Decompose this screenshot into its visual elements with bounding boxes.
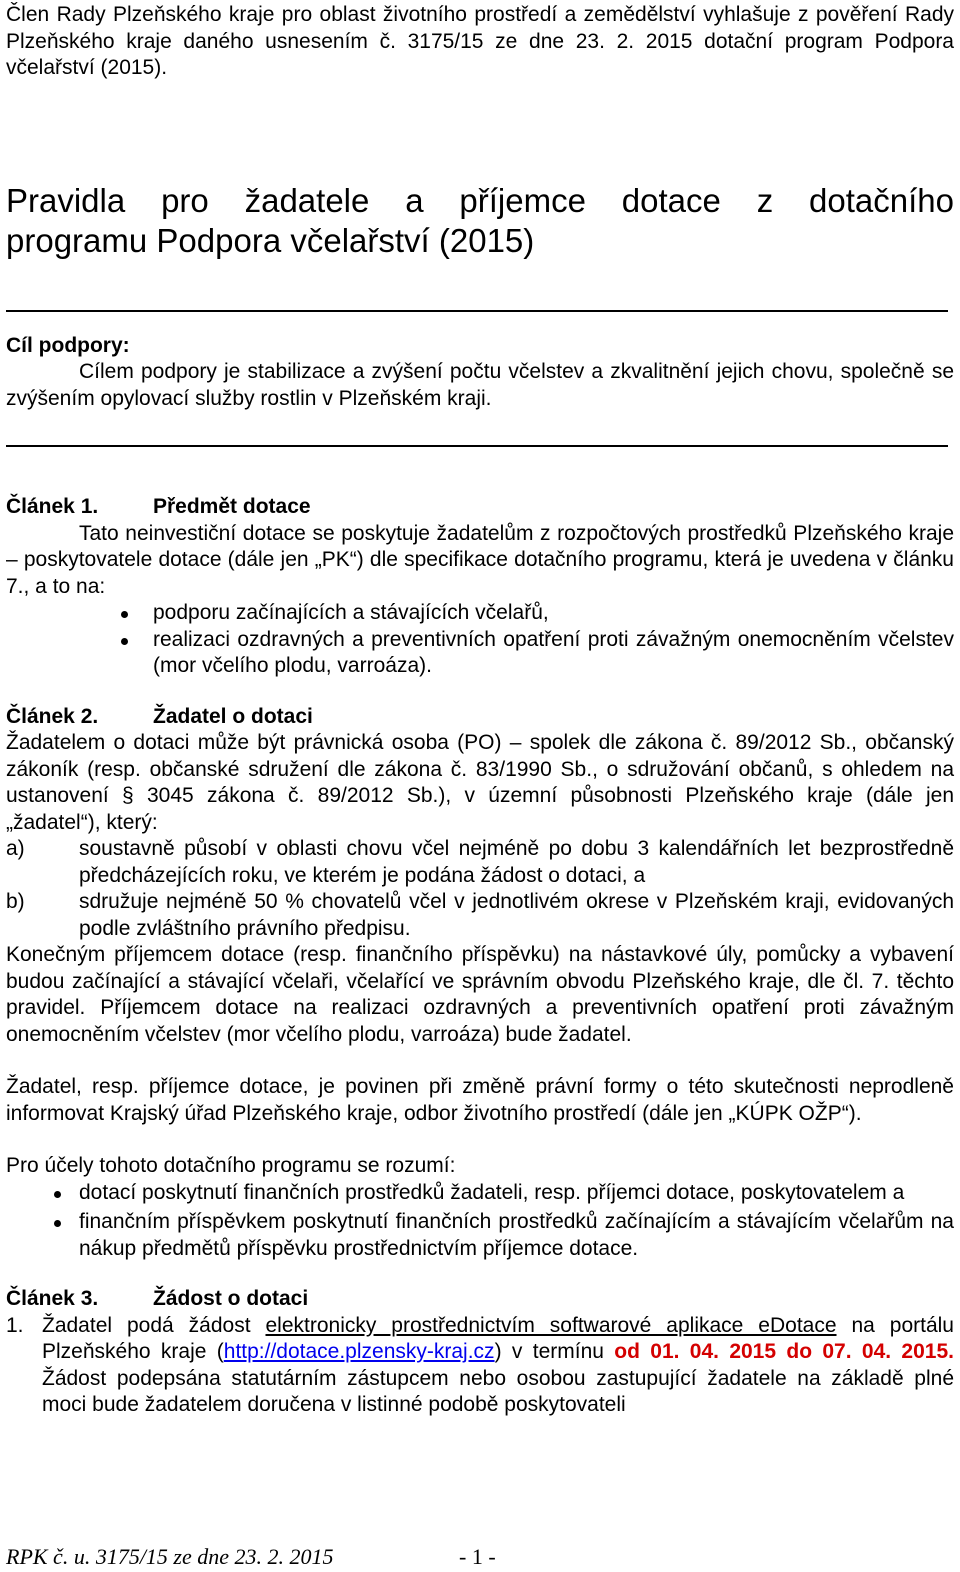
title-line-1: Pravidla pro žadatele a příjemce dotace z dotačního <box>6 181 954 219</box>
list-item <box>6 836 954 889</box>
text-run: Žádost podepsána statutárním zástupcem nebo osobou zastupující žadatele na základě plné moci bude žadatelem doručena v listinné podobě poskytovateli <box>42 1366 954 1416</box>
article-2-text: Žadatelem o dotaci může být právnická osoba (PO) – spolek dle zákona č. 89/2012 Sb., občanský zákoník (resp. občanské sdružení dle zákona č. 83/1990 Sb., o sdružování občanů, s ohledem na ustanovení § 3045 zákona č. 89/2012 Sb.), v územní působnosti Plzeňského kraje (dále jen „žadatel“), který: <box>6 731 954 834</box>
title-line-2: programu Podpora včelařství (2015) <box>6 221 535 259</box>
item-marker: 1. <box>6 1313 24 1337</box>
article-1-bullet-list <box>6 600 954 680</box>
text-run: ) v termínu <box>494 1340 615 1363</box>
article-2-heading <box>6 704 954 731</box>
list-item: podporu začínajících a stávajících včelařů, <box>153 600 954 627</box>
article-1-title: Předmět dotace <box>153 495 311 518</box>
article-3-number: Článek 3. <box>6 1287 99 1310</box>
article-2-recipient-paragraph: Konečným příjemcem dotace (resp. finančního příspěvku) na nástavkové úly, pomůcky a vybavení budou začínající a stávající včelaři, včelařící ve správním obvodu Plzeňského kraje, dle čl. 7. těchto pravidel. Příjemcem dotace na realizaci ozdravných a preventivních opatření proti závažným onemocněním včelstev (mor včelího plodu, varroáza) bude žadatel. <box>6 943 954 1046</box>
page-footer <box>6 1544 496 1570</box>
intro-paragraph: Člen Rady Plzeňského kraje pro oblast životního prostředí a zemědělství vyhlašuje z pověření Rady Plzeňského kraje daného usnesením č. 3175/15 ze dne 23. 2. 2015 dotační program Podpora včelařství (2015). <box>6 3 954 79</box>
list-item: realizaci ozdravných a preventivních opatření proti závažným onemocněním včelstev (mor včelího plodu, varroáza). <box>153 627 954 680</box>
list-item <box>6 889 954 942</box>
divider-bottom <box>6 445 948 447</box>
article-3-title: Žádost o dotaci <box>153 1287 309 1310</box>
list-item: dotací poskytnutí finančních prostředků žadateli, resp. příjemci dotace, poskytovatelem a <box>79 1180 954 1207</box>
article-2-obligation-paragraph: Žadatel, resp. příjemce dotace, je povinen při změně právní formy o této skutečnosti neprodleně informovat Krajský úřad Plzeňského kraje, odbor životního prostředí (dále jen „KÚPK OŽP“). <box>6 1075 954 1125</box>
footer-document-reference: RPK č. u. 3175/15 ze dne 23. 2. 2015 <box>6 1544 334 1569</box>
item-text: soustavně působí v oblasti chovu včel nejméně po dobu 3 kalendářních let bezprostředně předcházejících roku, ve kterém je podána žádost o dotaci, a <box>79 837 954 887</box>
goal-text: Cílem podpory je stabilizace a zvýšení počtu včelstev a zkvalitnění jejich chovu, společně se zvýšením opylovací služby rostlin v Plzeňském kraji. <box>6 360 954 410</box>
text-run: na portálu Plzeňského kraje ( <box>42 1313 954 1363</box>
goal-heading: Cíl podpory: <box>6 333 130 357</box>
item-marker: b) <box>6 890 25 913</box>
footer-page-number: - 1 - <box>459 1544 496 1569</box>
article-1-number: Článek 1. <box>6 495 99 518</box>
item-text: sdružuje nejméně 50 % chovatelů včel v jednotlivém okrese v Plzeňském kraji, evidovaných podle zvláštního právního předpisu. <box>79 890 954 940</box>
article-1-heading <box>6 494 954 521</box>
article-2-definitions-intro: Pro účely tohoto dotačního programu se rozumí: <box>6 1154 456 1177</box>
item-marker: a) <box>6 837 25 860</box>
list-item <box>6 1313 954 1419</box>
article-2-title: Žadatel o dotaci <box>153 704 313 728</box>
edotace-underlined-text: elektronicky prostřednictvím softwarové aplikace eDotace <box>265 1313 837 1337</box>
article-3-heading <box>6 1286 954 1313</box>
article-1-text: Tato neinvestiční dotace se poskytuje žadatelům z rozpočtových prostředků Plzeňského kraje – poskytovatele dotace (dále jen „PK“) dle specifikace dotačního programu, která je uvedena v článku 7., a to na: <box>6 521 954 598</box>
list-item: finančním příspěvkem poskytnutí finančních prostředků začínajícím a stávajícím včelařům na nákup předmětů příspěvku prostřednictvím příjemce dotace. <box>79 1209 954 1262</box>
article-2-number: Článek 2. <box>6 704 99 728</box>
text-run: Žadatel podá žádost <box>42 1313 266 1337</box>
divider-top <box>6 310 948 312</box>
document-title <box>6 181 954 261</box>
item-text <box>42 1313 954 1419</box>
document-page <box>6 2 954 1419</box>
portal-link[interactable]: http://dotace.plzensky-kraj.cz <box>223 1340 495 1363</box>
deadline-highlight: od 01. 04. 2015 do 07. 04. 2015. <box>614 1340 954 1363</box>
article-2-bullet-list <box>6 1180 954 1263</box>
